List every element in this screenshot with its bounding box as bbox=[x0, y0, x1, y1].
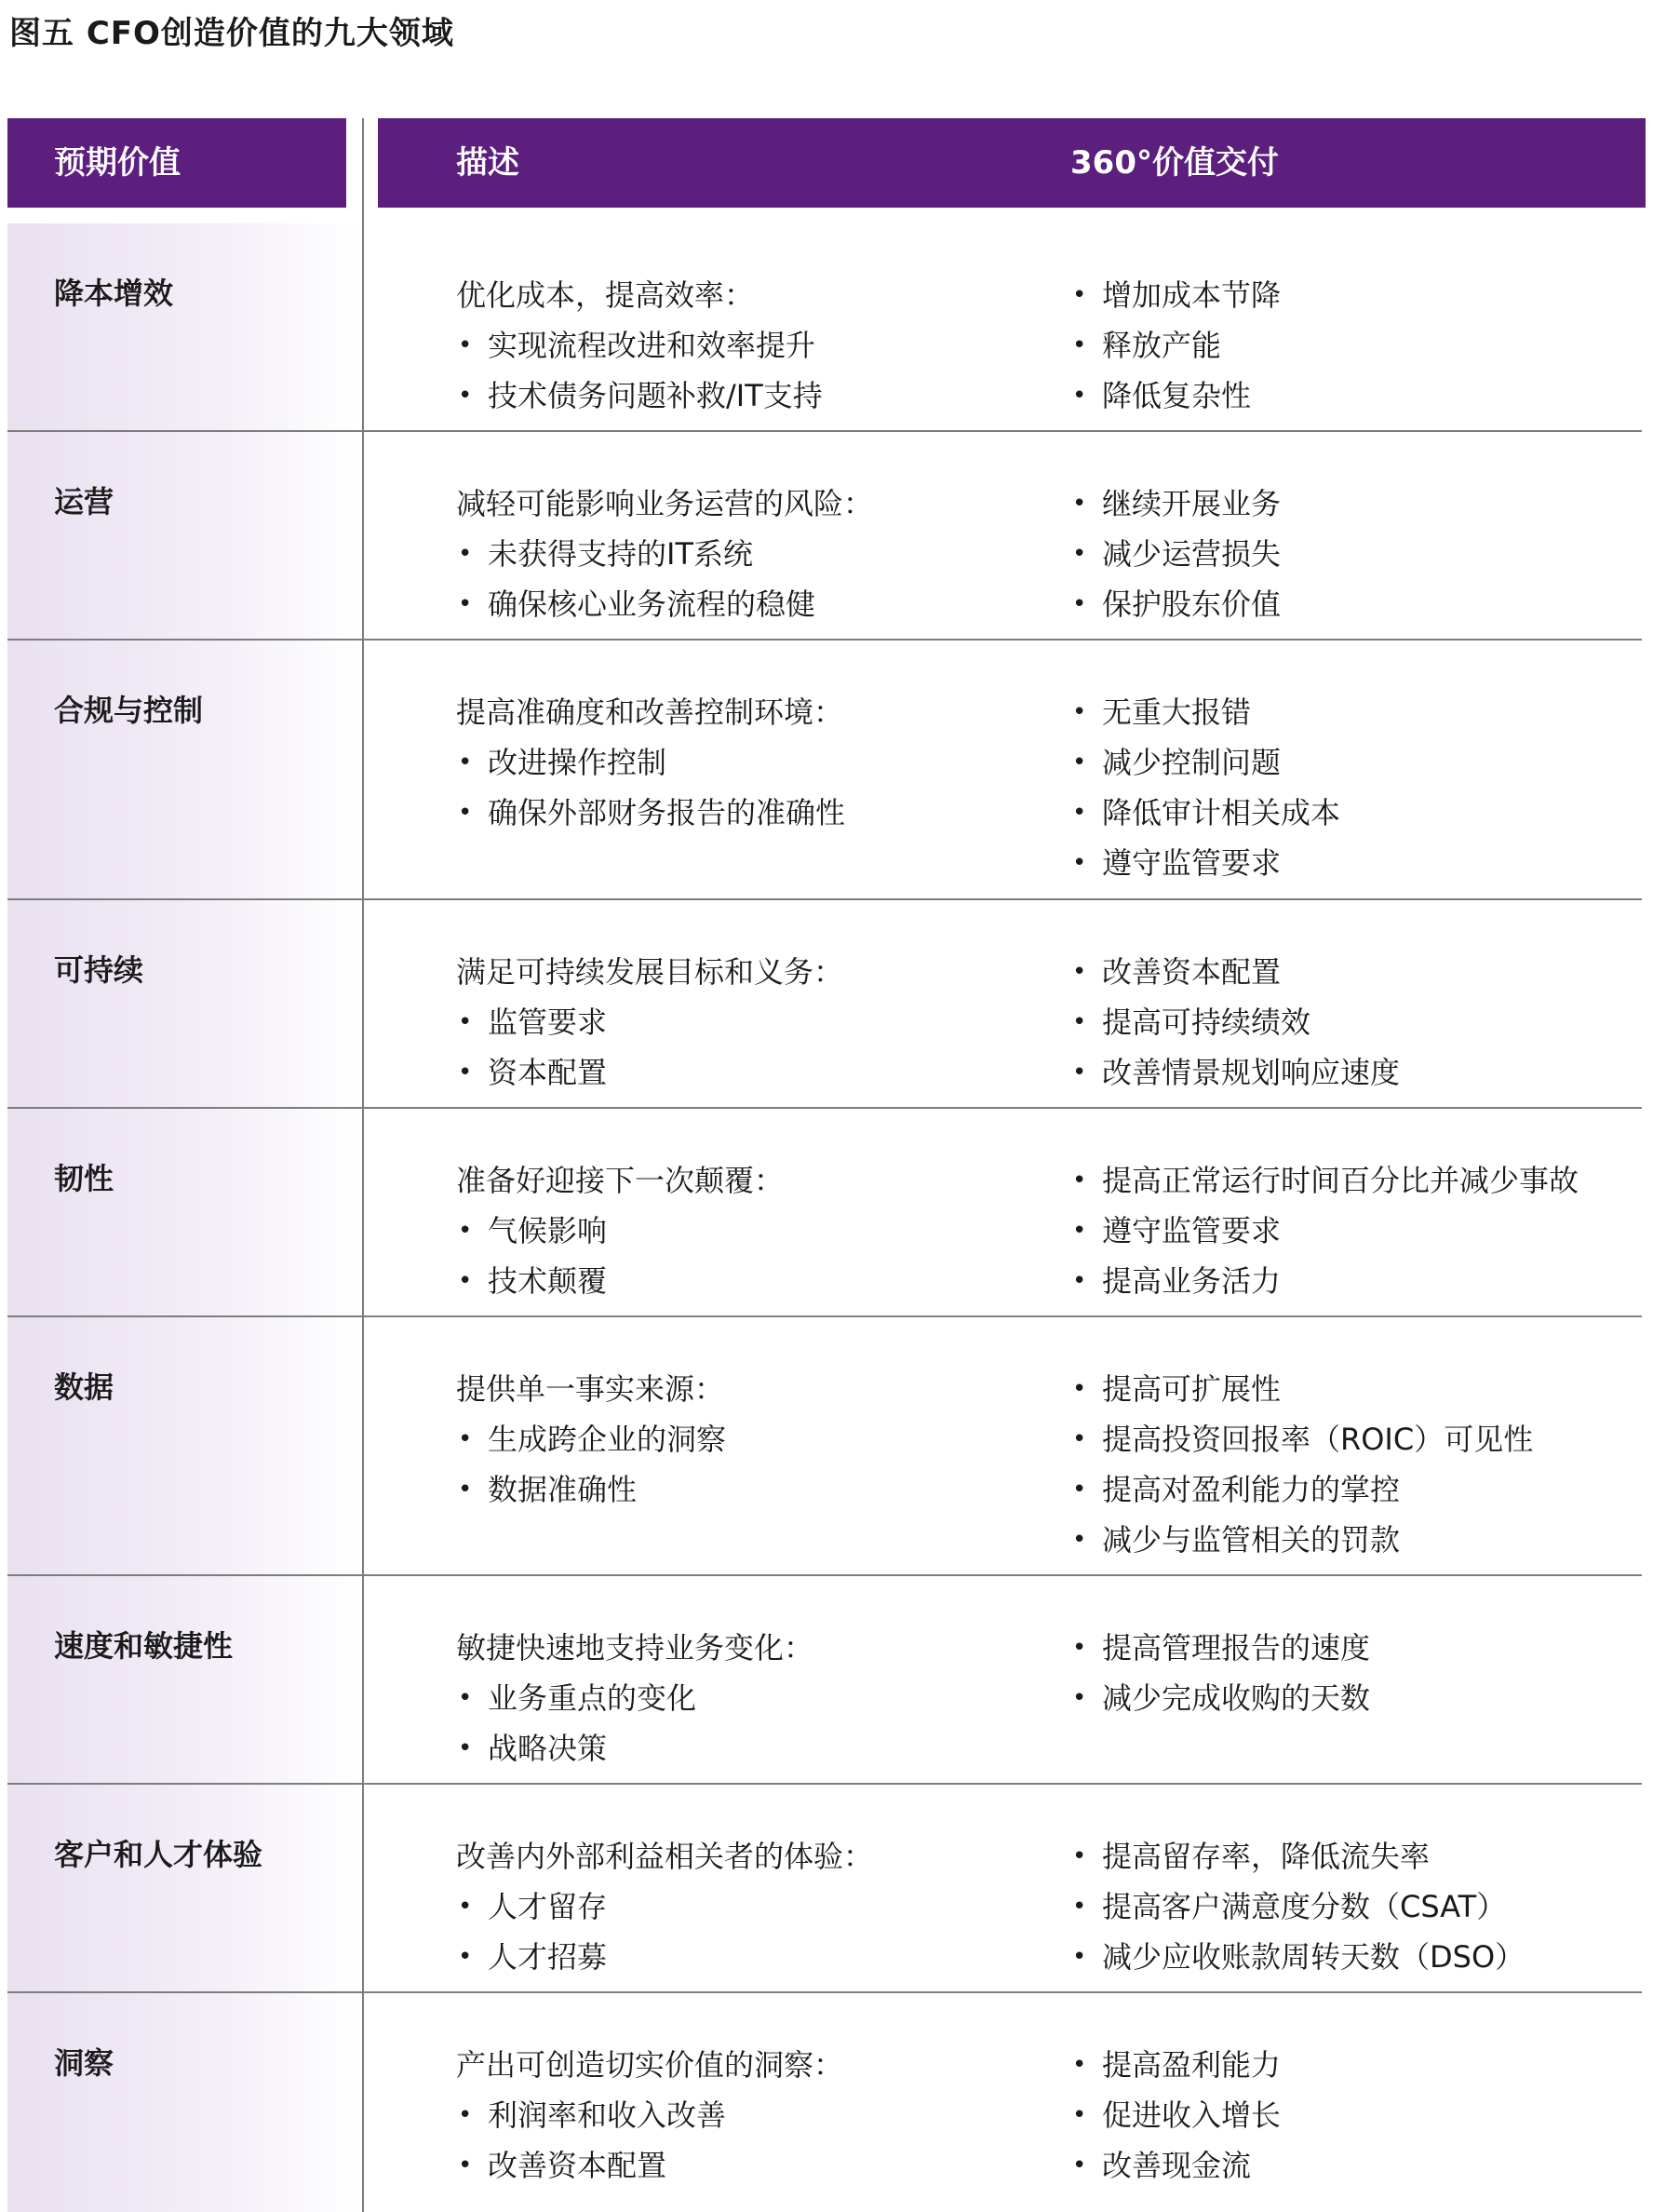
row-category: 数据 bbox=[54, 1369, 114, 1405]
value-bullet: • 改善现金流 bbox=[1070, 2140, 1281, 2191]
description-bullet: • 战略决策 bbox=[456, 1723, 813, 1774]
table-row bbox=[0, 223, 1653, 432]
table-row bbox=[0, 900, 1653, 1109]
row-value-delivery bbox=[1070, 687, 1340, 888]
description-bullet: • 技术债务问题补救/IT支持 bbox=[456, 371, 823, 421]
description-bullet: • 业务重点的变化 bbox=[456, 1673, 813, 1723]
value-bullet: • 释放产能 bbox=[1070, 320, 1281, 371]
row-category-background bbox=[7, 432, 362, 641]
row-category-background bbox=[7, 641, 362, 900]
value-bullet: • 提高管理报告的速度 bbox=[1070, 1623, 1370, 1673]
description-bullet: • 利润率和收入改善 bbox=[456, 2090, 843, 2140]
table-row bbox=[0, 1785, 1653, 1993]
description-bullet: • 资本配置 bbox=[456, 1047, 843, 1098]
value-bullet: • 增加成本节降 bbox=[1070, 270, 1281, 320]
description-bullet: • 改进操作控制 bbox=[456, 737, 845, 788]
row-description bbox=[456, 270, 823, 421]
row-value-delivery bbox=[1070, 2040, 1281, 2191]
row-category: 韧性 bbox=[54, 1161, 114, 1196]
table-row bbox=[0, 1576, 1653, 1785]
table-row bbox=[0, 1109, 1653, 1317]
header-delivery-label: 360°价值交付 bbox=[1070, 144, 1279, 182]
value-bullet: • 提高投资回报率（ROIC）可见性 bbox=[1070, 1414, 1533, 1464]
description-bullet: • 生成跨企业的洞察 bbox=[456, 1414, 726, 1464]
row-category-background bbox=[7, 900, 362, 1109]
row-category-background bbox=[7, 1317, 362, 1576]
description-bullet: • 确保外部财务报告的准确性 bbox=[456, 788, 845, 838]
value-bullet: • 遵守监管要求 bbox=[1070, 838, 1340, 888]
description-bullet: • 气候影响 bbox=[456, 1206, 784, 1256]
row-value-delivery bbox=[1070, 1364, 1533, 1565]
row-category-background bbox=[7, 1993, 362, 2212]
row-category: 客户和人才体验 bbox=[54, 1837, 263, 1872]
description-intro: 提供单一事实来源： bbox=[456, 1371, 725, 1407]
row-description bbox=[456, 687, 845, 838]
value-bullet: • 提高正常运行时间百分比并减少事故 bbox=[1070, 1155, 1579, 1206]
description-intro: 减轻可能影响业务运营的风险： bbox=[456, 486, 874, 521]
row-category-background bbox=[7, 223, 362, 432]
description-bullet: • 人才留存 bbox=[456, 1882, 873, 1932]
value-bullet: • 减少应收账款周转天数（DSO） bbox=[1070, 1932, 1525, 1982]
description-bullet: • 技术颠覆 bbox=[456, 1256, 784, 1306]
row-category: 降本增效 bbox=[54, 276, 174, 311]
value-bullet: • 提高业务活力 bbox=[1070, 1256, 1579, 1306]
description-intro: 提高准确度和改善控制环境： bbox=[456, 695, 844, 730]
row-description bbox=[456, 947, 843, 1098]
value-bullet: • 提高留存率，降低流失率 bbox=[1070, 1831, 1525, 1882]
value-bullet: • 保护股东价值 bbox=[1070, 579, 1281, 629]
row-category-background bbox=[7, 1785, 362, 1993]
row-value-delivery bbox=[1070, 479, 1281, 629]
row-description bbox=[456, 1831, 873, 1982]
description-bullet: • 确保核心业务流程的稳健 bbox=[456, 579, 873, 629]
value-bullet: • 减少与监管相关的罚款 bbox=[1070, 1515, 1533, 1565]
description-bullet: • 数据准确性 bbox=[456, 1464, 726, 1515]
header-expected-label: 预期价值 bbox=[54, 144, 181, 182]
table-row bbox=[0, 1993, 1653, 2212]
value-bullet: • 提高对盈利能力的掌控 bbox=[1070, 1464, 1533, 1515]
header-description-label: 描述 bbox=[456, 144, 519, 182]
description-intro: 产出可创造切实价值的洞察： bbox=[456, 2047, 844, 2083]
row-description bbox=[456, 1623, 813, 1774]
table-row bbox=[0, 1317, 1653, 1576]
value-bullet: • 继续开展业务 bbox=[1070, 479, 1281, 529]
row-category-background bbox=[7, 1109, 362, 1317]
row-category-background bbox=[7, 1576, 362, 1785]
row-description bbox=[456, 2040, 843, 2191]
row-value-delivery bbox=[1070, 270, 1281, 421]
value-bullet: • 无重大报错 bbox=[1070, 687, 1340, 737]
value-bullet: • 提高客户满意度分数（CSAT） bbox=[1070, 1882, 1525, 1932]
description-bullet: • 实现流程改进和效率提升 bbox=[456, 320, 823, 371]
description-intro: 准备好迎接下一次颠覆： bbox=[456, 1163, 785, 1198]
row-category: 运营 bbox=[54, 484, 114, 519]
description-bullet: • 未获得支持的IT系统 bbox=[456, 529, 873, 579]
value-bullet: • 改善情景规划响应速度 bbox=[1070, 1047, 1400, 1098]
value-bullet: • 遵守监管要求 bbox=[1070, 1206, 1579, 1256]
value-bullet: • 减少运营损失 bbox=[1070, 529, 1281, 579]
value-bullet: • 降低审计相关成本 bbox=[1070, 788, 1340, 838]
value-bullet: • 提高可扩展性 bbox=[1070, 1364, 1533, 1414]
value-bullet: • 提高可持续绩效 bbox=[1070, 997, 1400, 1047]
description-intro: 改善内外部利益相关者的体验： bbox=[456, 1839, 874, 1874]
row-value-delivery bbox=[1070, 1831, 1525, 1982]
row-value-delivery bbox=[1070, 1155, 1579, 1306]
value-bullet: • 改善资本配置 bbox=[1070, 947, 1400, 997]
description-bullet: • 改善资本配置 bbox=[456, 2140, 843, 2191]
description-bullet: • 人才招募 bbox=[456, 1932, 873, 1982]
description-bullet: • 监管要求 bbox=[456, 997, 843, 1047]
row-description bbox=[456, 1155, 784, 1306]
row-description bbox=[456, 1364, 726, 1515]
column-divider bbox=[362, 118, 364, 2212]
description-intro: 满足可持续发展目标和义务： bbox=[456, 954, 844, 990]
value-bullet: • 减少控制问题 bbox=[1070, 737, 1340, 788]
row-category: 合规与控制 bbox=[54, 693, 204, 728]
description-intro: 敏捷快速地支持业务变化： bbox=[456, 1630, 814, 1666]
row-category: 洞察 bbox=[54, 2045, 114, 2081]
figure-title: 图五 CFO创造价值的九大领域 bbox=[9, 15, 454, 52]
table-row bbox=[0, 432, 1653, 641]
value-bullet: • 促进收入增长 bbox=[1070, 2090, 1281, 2140]
description-intro: 优化成本，提高效率： bbox=[456, 277, 755, 313]
row-value-delivery bbox=[1070, 947, 1400, 1098]
value-bullet: • 减少完成收购的天数 bbox=[1070, 1673, 1370, 1723]
row-description bbox=[456, 479, 873, 629]
value-bullet: • 提高盈利能力 bbox=[1070, 2040, 1281, 2090]
row-value-delivery bbox=[1070, 1623, 1370, 1723]
value-bullet: • 降低复杂性 bbox=[1070, 371, 1281, 421]
table-row bbox=[0, 641, 1653, 900]
row-category: 速度和敏捷性 bbox=[54, 1628, 234, 1664]
row-category: 可持续 bbox=[54, 952, 144, 988]
